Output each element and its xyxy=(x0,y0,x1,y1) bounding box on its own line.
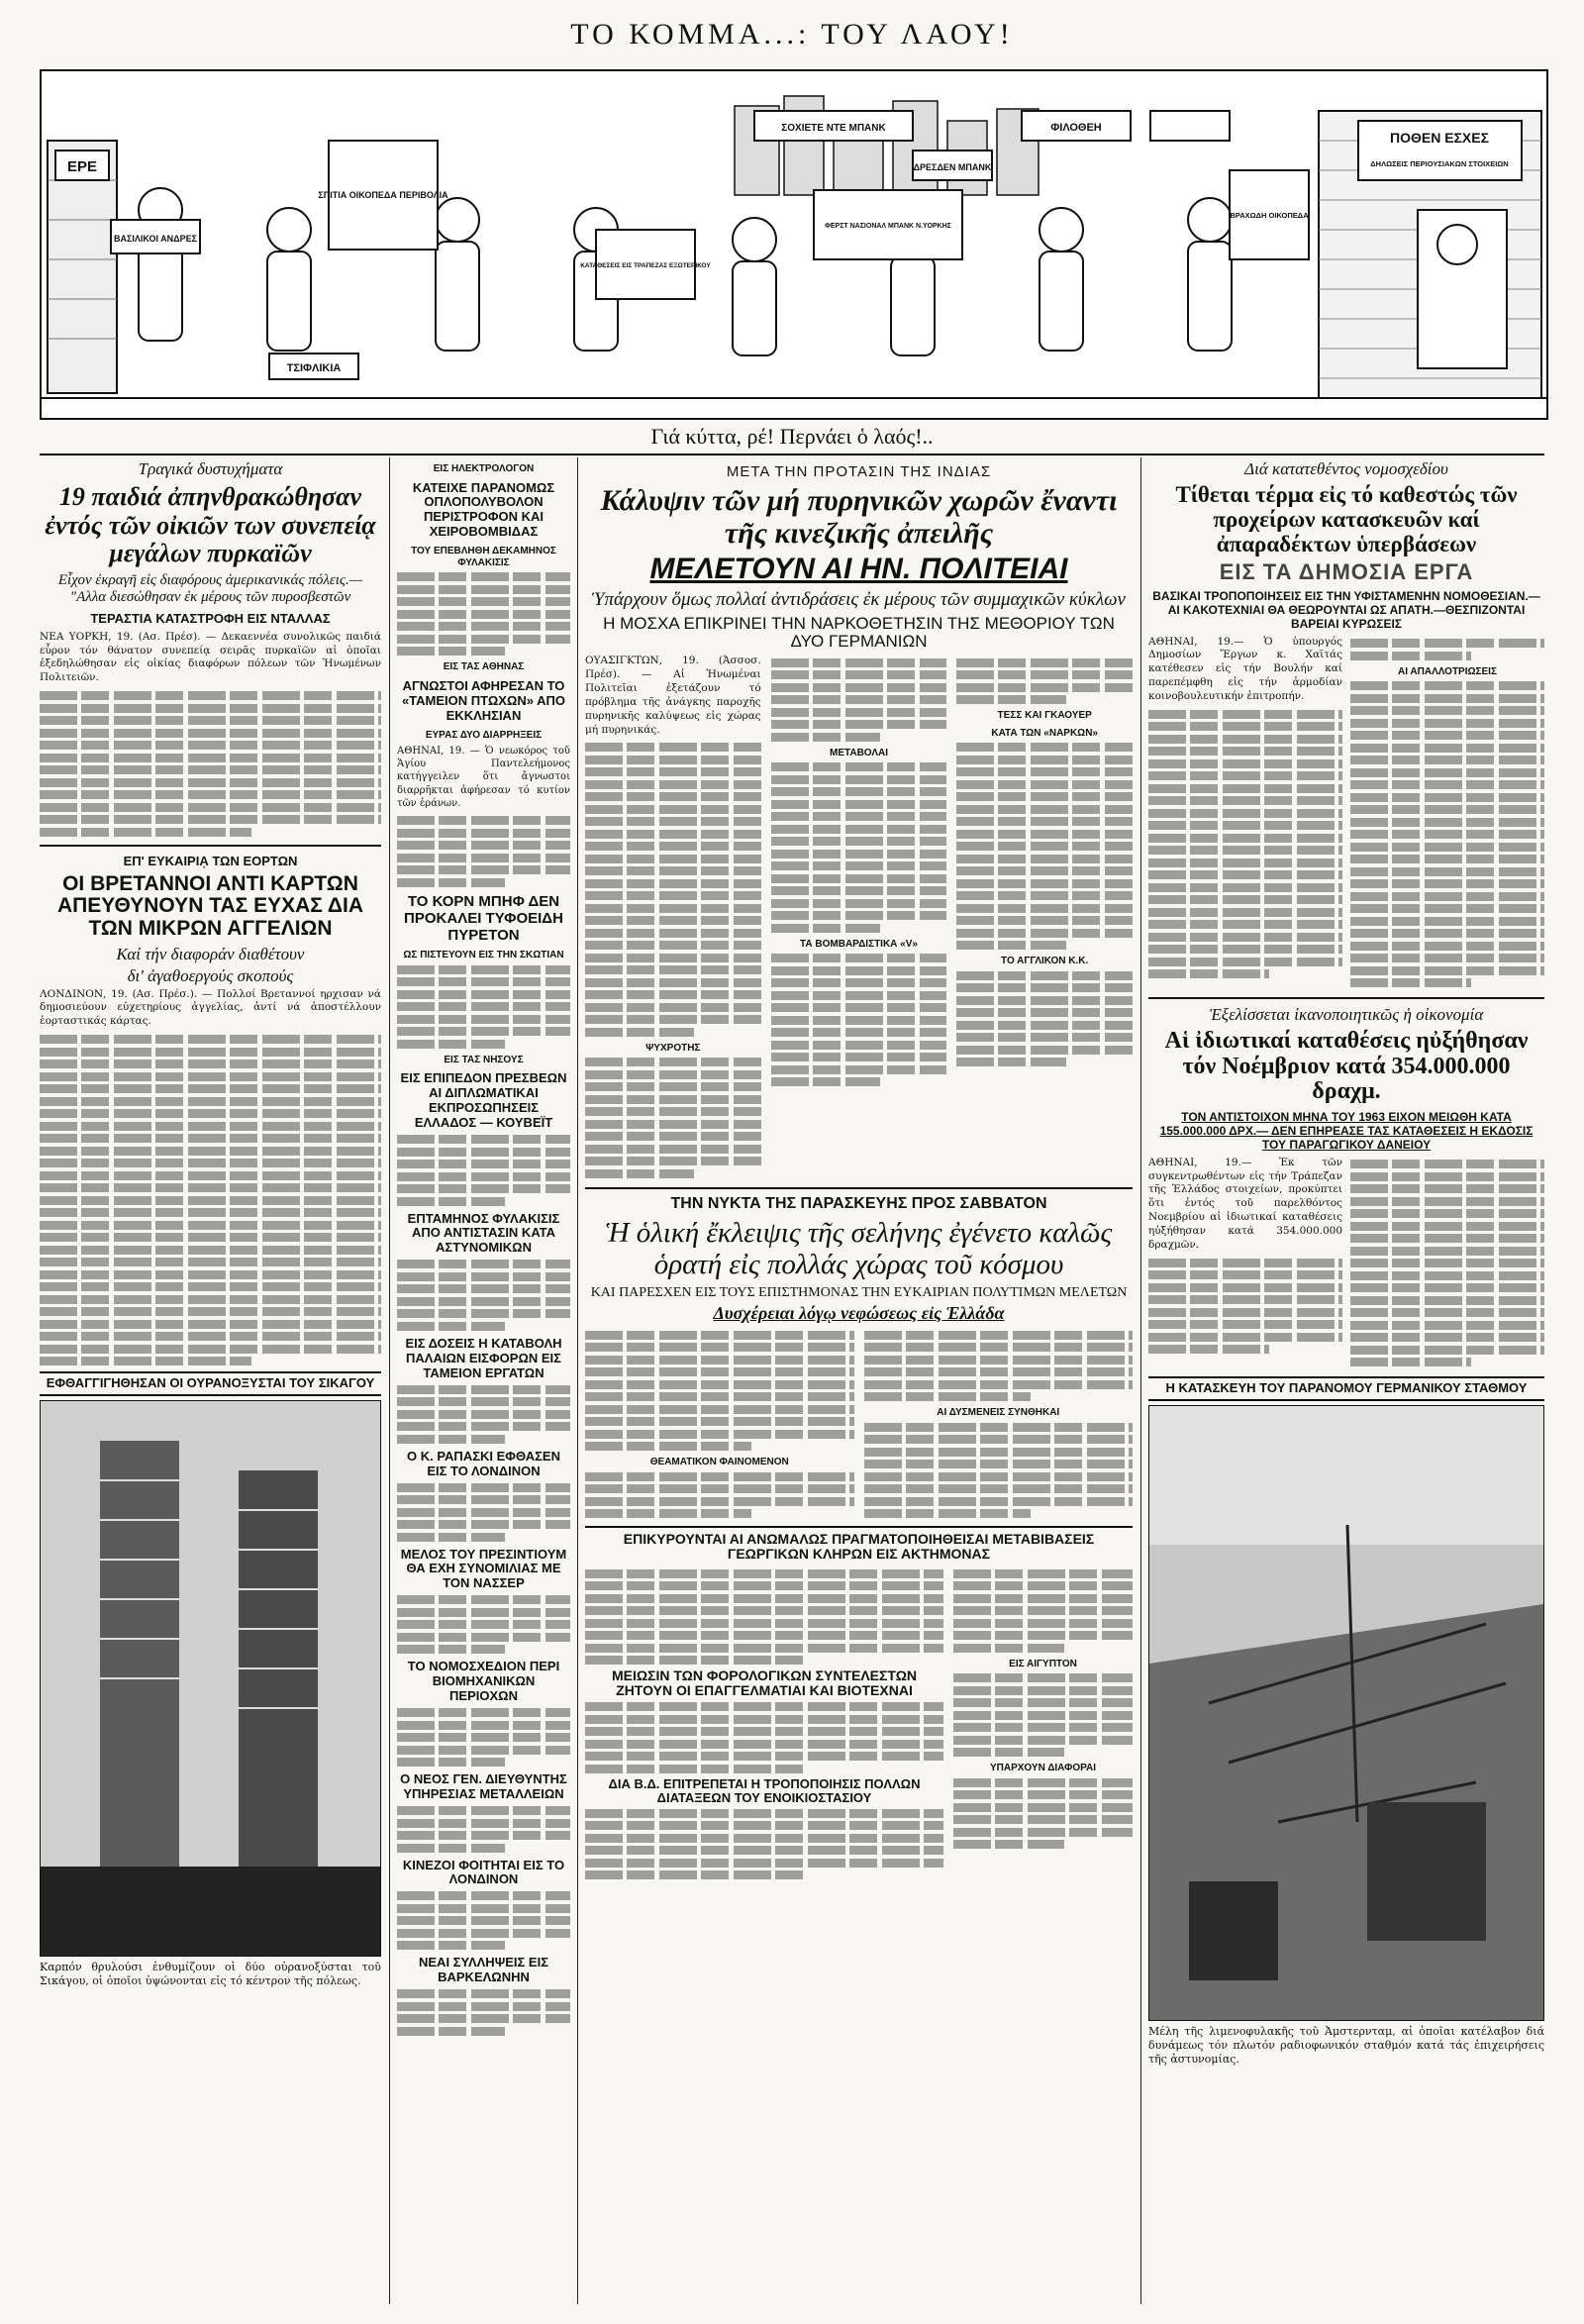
photo-caption: Καρπόν θρυλούσι ἐνθυμίζουν οἱ δύο οὐρανοξύσται τοῦ Σικάγου, οἱ ὁποῖοι ὑψώνονται εἰς τό κέντρον τῆς πόλεως. xyxy=(40,1961,381,1988)
section-title: ΤΕΡΑΣΤΙΑ ΚΑΤΑΣΤΡΟΦΗ ΕΙΣ ΝΤΑΛΛΑΣ xyxy=(90,610,331,626)
headline: Ἡ ὁλική ἔκλειψις τῆς σελήνης ἐγένετο καλῶς ὁρατή εἰς πολλάς χώρας τοῦ κόσμου xyxy=(605,1216,1113,1280)
subhead: Η ΜΟΣΧΑ ΕΠΙΚΡΙΝΕΙ ΤΗΝ ΝΑΡΚΟΘΕΤΗΣΙΝ ΤΗΣ ΜΕΘΟΡΙΟΥ ΤΩΝ ΔΥΟ ΓΕΡΜΑΝΙΩΝ xyxy=(603,613,1115,651)
subhead: ΒΑΣΙΚΑΙ ΤΡΟΠΟΠΟΙΗΣΕΙΣ ΕΙΣ ΤΗΝ ΥΦΙΣΤΑΜΕΝΗΝ ΝΟΜΟΘΕΣΙΑΝ.— ΑΙ ΚΑΚΟΤΕΧΝΙΑΙ ΘΑ ΘΕΩΡΟΥΝΤΑΙ ΩΣ ΑΠΑΤΗ.—ΘΕΣΠΙΖΟΝΤΑΙ ΒΑΡΕΙΑΙ ΚΥΡΩΣΕΙΣ xyxy=(1152,589,1540,631)
subhead: Δυσχέρειαι λόγῳ νεφώσεως εἰς Ἑλλάδα xyxy=(713,1302,1005,1323)
headline: ΜΕΛΕΤΟΥΝ ΑΙ ΗΝ. ΠΟΛΙΤΕΙΑΙ xyxy=(649,553,1068,586)
article-text: ΟΥΑΣΙΓΚΤΩΝ, 19. (Ἀσσοσ. Πρέσ). — Αἱ Ἡνωμέναι Πολιτεῖαι ἐξετάζουν τό πρόβλημα τῆς ἀνάγκης παροχῆς πυρηνικῆς καλύψεως εἰς χώρας μή πυρηνικάς. xyxy=(585,655,761,736)
headline: Τίθεται τέρμα εἰς τό καθεστώς τῶν προχείρων κατασκευῶν καί ἀπαραδέκτων ὑπερβάσεων xyxy=(1175,482,1518,556)
headline: ΕΙΣ ΕΠΙΠΕΔΟΝ ΠΡΕΣΒΕΩΝ ΑΙ ΔΙΠΛΩΜΑΤΙΚΑΙ ΕΚΠΡΟΣΩΠΗΣΕΙΣ ΕΛΛΑΔΟΣ — ΚΟΥΒΕΪΤ xyxy=(400,1070,567,1131)
headline: Αἱ ἰδιωτικαί καταθέσεις ηὐξήθησαν τόν Νοέμβριον κατά 354.000.000 δραχμ. xyxy=(1164,1027,1529,1105)
kicker: ΕΙΣ ΗΛΕΚΤΡΟΛΟΓΟΝ xyxy=(433,463,535,474)
article-text: ΑΘΗΝΑΙ, 19.— Ὁ ὑπουργός Δημοσίων Ἔργων κ. Χαϊτάς κατέθεσεν εἰς τήν Βουλήν καί παρεπέμφθη εἰς τήν ἁρμοδίαν κοινοβουλευτικήν ἐπιτροπήν. xyxy=(1148,635,1342,703)
headline: 19 παιδιά ἀπηνθρακώθησαν ἐντός τῶν οἰκιῶν των συνεπείᾳ μεγάλων πυρκαϊῶν xyxy=(45,482,376,568)
photo-caption: Μέλη τῆς λιμενοφυλακῆς τοῦ Ἀμστερνταμ, αἱ ὁποῖαι κατέλαβον διά δυνάμεως τόν πλωτόν ραδιοφωνικόν σταθμόν κατά τάς ἐπιχειρήσεις τῆς ἀστυνομίας. xyxy=(1148,2024,1544,2067)
subhead: Ὑπάρχουν ὅμως πολλαί ἀντιδράσεις ἐκ μέρους τῶν συμμαχικῶν κύκλων xyxy=(592,588,1126,610)
kicker: ΕΠ' ΕΥΚΑΙΡΙᾼ ΤΩΝ ΕΟΡΤΩΝ xyxy=(123,853,298,868)
article-text: ΛΟΝΔΙΝΟΝ, 19. (Ασ. Πρέσ.). — Πολλοί Βρεταννοί ηρχισαν νά δημοσιεύουν εὐχετηρίους ἀγγελίας, ἀντί νά ἀποστέλλουν ἑορταστικάς κάρτας. xyxy=(40,987,381,1028)
headline: ΔΙΑ Β.Δ. ΕΠΙΤΡΕΠΕΤΑΙ Η ΤΡΟΠΟΠΟΙΗΣΙΣ ΠΟΛΛΩΝ ΔΙΑΤΑΞΕΩΝ ΤΟΥ ΕΝΟΙΚΙΟΣΤΑΣΙΟΥ xyxy=(608,1775,921,1805)
kicker: Τραγικά δυστυχήματα xyxy=(138,459,283,478)
kicker: Ἐξελίσσεται ἱκανοποιητικῶς ἡ οἰκονομία xyxy=(1209,1004,1484,1024)
article-text: ΝΕΑ ΥΟΡΚΗ, 19. (Ασ. Πρέσ). — Δεκαεννέα συνολικῶς παιδιά εὗρον τόν θάνατον συνεπείᾳ σειρᾶς πυρκαϊῶν αἱ ὁποῖαι ἐξεδηλώθησαν εἰς οἰκίας διαφόρων πόλεων τῶν Ἡνωμένων Πολιτειῶν. xyxy=(40,630,381,684)
cartoon-label: ΣΠΙΤΙΑ ΟΙΚΟΠΕΔΑ ΠΕΡΙΒΟΛΙΑ xyxy=(318,190,448,200)
radio-station-photo xyxy=(1148,1405,1544,2021)
headline: Ο ΝΕΟΣ ΓΕΝ. ΔΙΕΥΘΥΝΤΗΣ ΥΠΗΡΕΣΙΑΣ ΜΕΤΑΛΛΕΙΩΝ xyxy=(400,1771,567,1802)
cartoon-label: ΒΡΑΧΩΔΗ ΟΙΚΟΠΕΔΑ xyxy=(1230,211,1309,220)
headline: ΚΙΝΕΖΟΙ ΦΟΙΤΗΤΑΙ ΕΙΣ ΤΟ ΛΟΝΔΙΝΟΝ xyxy=(402,1857,565,1887)
skyscraper-photo xyxy=(40,1400,381,1957)
section-title: ΤΕΣΣ ΚΑΙ ΓΚΑΟΥΕΡ xyxy=(997,710,1092,722)
section-title: ΑΙ ΔΥΣΜΕΝΕΙΣ ΣΥΝΘΗΚΑΙ xyxy=(937,1407,1060,1419)
cartoon-label: ΔΡΕΣΔΕΝ ΜΠΑΝΚ xyxy=(913,162,992,172)
radio-station-drawing xyxy=(1149,1406,1543,2020)
section-title: ΕΙΣ ΑΙΓΥΠΤΟΝ xyxy=(1009,1658,1077,1669)
cartoon-label: ΤΣΙΦΛΙΚΙΑ xyxy=(286,362,342,374)
top-rule xyxy=(40,454,1544,455)
section-title: ΥΠΑΡΧΟΥΝ ΔΙΑΦΟΡΑΙ xyxy=(989,1763,1097,1774)
column-3 xyxy=(585,457,1133,2304)
cartoon-drawing xyxy=(42,71,1546,418)
section-title: ΜΕΤΑΒΟΛΑΙ xyxy=(830,747,888,758)
political-cartoon xyxy=(40,69,1548,420)
column-divider xyxy=(389,457,390,2304)
cartoon-caption: Γιά κύττα, ρέ! Περνάει ὁ λαός!.. xyxy=(650,424,934,449)
kicker: Διά κατατεθέντος νομοσχεδίου xyxy=(1244,459,1448,478)
headline: ΕΙΣ ΤΑ ΔΗΜΟΣΙΑ ΕΡΓΑ xyxy=(1219,559,1474,585)
photo-title: Η ΚΑΤΑΣΚΕΥΗ ΤΟΥ ΠΑΡΑΝΟΜΟΥ ΓΕΡΜΑΝΙΚΟΥ ΣΤΑΘΜΟΥ xyxy=(1148,1376,1544,1401)
kicker: ΕΙΣ ΤΑΣ ΝΗΣΟΥΣ xyxy=(444,1054,524,1065)
column-divider xyxy=(577,457,578,2304)
column-1 xyxy=(40,457,381,2304)
skyscraper-drawing xyxy=(41,1401,380,1956)
headline: ΕΠΤΑΜΗΝΟΣ ΦΥΛΑΚΙΣΙΣ ΑΠΟ ΑΝΤΙΣΤΑΣΙΝ ΚΑΤΑ ΑΣΤΥΝΟΜΙΚΩΝ xyxy=(407,1210,560,1256)
column-4 xyxy=(1148,457,1544,2304)
subhead: δι' ἀγαθοεργούς σκοπούς xyxy=(127,965,294,985)
subhead: Εἶχον ἐκραγῆ εἰς διαφόρους ἀμερικανικάς πόλεις.— "Αλλα διεσώθησαν ἐκ μέρους τῶν πυροσβεστῶν xyxy=(57,571,363,605)
subhead: ΩΣ ΠΙΣΤΕΥΟΥΝ ΕΙΣ ΤΗΝ ΣΚΩΤΙΑΝ xyxy=(403,950,564,961)
subhead: Καί τήν διαφοράν διαθέτουν xyxy=(116,944,305,963)
subhead: ΤΟΥ ΕΠΕΒΛΗΘΗ ΔΕΚΑΜΗΝΟΣ ΦΥΛΑΚΙΣΙΣ xyxy=(411,546,556,568)
kicker: ΜΕΤΑ ΤΗΝ ΠΡΟΤΑΣΙΝ ΤΗΣ ΙΝΔΙΑΣ xyxy=(726,463,992,480)
cartoon-label: ΦΙΛΟΘΕΗ xyxy=(1050,122,1102,134)
section-title: ΘΕΑΜΑΤΙΚΟΝ ΦΑΙΝΟΜΕΝΟΝ xyxy=(649,1457,789,1468)
column-2 xyxy=(397,457,570,2304)
headline: ΜΕΙΩΣΙΝ ΤΩΝ ΦΟΡΟΛΟΓΙΚΩΝ ΣΥΝΤΕΛΕΣΤΩΝ ΖΗΤΟΥΝ ΟΙ ΕΠΑΓΓΕΛΜΑΤΙΑΙ ΚΑΙ ΒΙΟΤΕΧΝΑΙ xyxy=(611,1667,918,1699)
headline: Ο Κ. ΡΑΠΑΣΚΙ ΕΦΘΑΣΕΝ ΕΙΣ ΤΟ ΛΟΝΔΙΝΟΝ xyxy=(407,1448,560,1478)
cartoon-label: ΒΑΣΙΛΙΚΟΙ ΑΝΔΡΕΣ xyxy=(113,234,198,244)
column-divider xyxy=(1140,457,1141,2304)
cartoon-label: ΔΗΛΩΣΕΙΣ ΠΕΡΙΟΥΣΙΑΚΩΝ ΣΤΟΙΧΕΙΩΝ xyxy=(1370,159,1509,168)
article-text: ΑΘΗΝΑΙ, 19.— Ἐκ τῶν συγκεντρωθέντων εἰς τήν Τράπεζαν τῆς Ἑλλάδος στοιχείων, προκύπτει ὅτι ἐντός τοῦ παρελθόντος Νοεμβρίου αἱ ἰδιωτικαί καταθέσεις ηὐξήθησαν κατά 354.000.000 δραχμῶν. xyxy=(1148,1156,1342,1251)
headline: ΝΕΑΙ ΣΥΛΛΗΨΕΙΣ ΕΙΣ ΒΑΡΚΕΛΩΝΗΝ xyxy=(419,1955,548,1985)
section-title: ΤΑ ΒΟΜΒΑΡΔΙΣΤΙΚΑ «V» xyxy=(800,938,918,950)
headline: Κάλυψιν τῶν μή πυρηνικῶν χωρῶν ἔναντι τῆς κινεζικῆς ἀπειλῆς xyxy=(600,484,1118,551)
photo-title: ΕΦΘΑΓΓΙΓΗΘΗΣΑΝ ΟΙ ΟΥΡΑΝΟΞΥΣΤΑΙ ΤΟΥ ΣΙΚΑΓΟΥ xyxy=(40,1371,381,1396)
section-title: ΑΙ ΑΠΑΛΛΟΤΡΙΩΣΕΙΣ xyxy=(1398,665,1497,677)
cartoon-label: ΠΟΘΕΝ ΕΣΧΕΣ xyxy=(1389,130,1490,146)
masthead-title: ΤΟ ΚΟΜΜΑ...: ΤΟΥ ΛΑΟΥ! xyxy=(570,18,1014,51)
section-title: ΨΥΧΡΟΤΗΣ xyxy=(645,1042,701,1054)
kicker: ΤΗΝ ΝΥΚΤΑ ΤΗΣ ΠΑΡΑΣΚΕΥΗΣ ΠΡΟΣ ΣΑΒΒΑΤΟΝ xyxy=(670,1195,1047,1213)
headline: ΤΟ ΚΟΡΝ ΜΠΗΦ ΔΕΝ ΠΡΟΚΑΛΕΙ ΤΥΦΟΕΙΔΗ ΠΥΡΕΤΟΝ xyxy=(404,892,563,944)
subhead: ΚΑΙ ΠΑΡΕΣΧΕΝ ΕΙΣ ΤΟΥΣ ΕΠΙΣΤΗΜΟΝΑΣ ΤΗΝ ΕΥΚΑΙΡΙΑΝ ΠΟΛΥΤΙΜΩΝ ΜΕΛΕΤΩΝ xyxy=(590,1284,1128,1300)
cartoon-label: ΚΑΤΑΘΕΣΕΙΣ ΕΙΣ ΤΡΑΠΕΖΑΣ ΕΞΩΤΕΡΙΚΟΥ xyxy=(580,262,711,269)
headline: ΟΙ ΒΡΕΤΑΝΝΟΙ ΑΝΤΙ ΚΑΡΤΩΝ ΑΠΕΥΘΥΝΟΥΝ ΤΑΣ ΕΥΧΑΣ ΔΙΑ ΤΩΝ ΜΙΚΡΩΝ ΑΓΓΕΛΙΩΝ xyxy=(56,871,364,940)
headline: ΕΠΙΚΥΡΟΥΝΤΑΙ ΑΙ ΑΝΩΜΑΛΩΣ ΠΡΑΓΜΑΤΟΠΟΙΗΘΕΙΣΑΙ ΜΕΤΑΒΙΒΑΣΕΙΣ ΓΕΩΡΓΙΚΩΝ ΚΛΗΡΩΝ ΕΙΣ ΑΚΤΗΜΟΝΑΣ xyxy=(585,1526,1133,1562)
kicker: ΕΙΣ ΤΑΣ ΑΘΗΝΑΣ xyxy=(443,661,525,673)
article-text: ΑΘΗΝΑΙ, 19. — Ὁ νεωκόρος τοῦ Ἁγίου Παντελεήμονος κατήγγειλεν ὅτι ἄγνωστοι διαρρῆκται ἀφήρεσαν τό κυτίον τῶν ἐράνων. xyxy=(397,746,570,809)
subhead: ΕΥΡΑΣ ΔΥΟ ΔΙΑΡΡΗΞΕΙΣ xyxy=(425,729,543,741)
headline: ΑΓΝΩΣΤΟΙ ΑΦΗΡΕΣΑΝ ΤΟ «ΤΑΜΕΙΟΝ ΠΤΩΧΩΝ» ΑΠΟ ΕΚΚΛΗΣΙΑΝ xyxy=(401,677,566,723)
cartoon-label: ΣΟΧΙΕΤΕ ΝΤΕ ΜΠΑΝΚ xyxy=(781,123,886,134)
section-title: ΚΑΤΑ ΤΩΝ «ΝΑΡΚΩΝ» xyxy=(991,727,1098,739)
headline: ΚΑΤΕΙΧΕ ΠΑΡΑΝΟΜΩΣ ΟΠΛΟΠΟΛΥΒΟΛΟΝ ΠΕΡΙΣΤΡΟΦΟΝ ΚΑΙ ΧΕΙΡΟΒΟΜΒΙΔΑΣ xyxy=(412,479,555,540)
headline: ΤΟ ΝΟΜΟΣΧΕΔΙΟΝ ΠΕΡΙ ΒΙΟΜΗΧΑΝΙΚΩΝ ΠΕΡΙΟΧΩΝ xyxy=(407,1659,560,1704)
headline: ΜΕΛΟΣ ΤΟΥ ΠΡΕΣΙΝΤΙΟΥΜ ΘΑ ΕΧΗ ΣΥΝΟΜΙΛΙΑΣ ΜΕ ΤΟΝ ΝΑΣΣΕΡ xyxy=(400,1546,567,1591)
subhead: ΤΟΝ ΑΝΤΙΣΤΟΙΧΟΝ ΜΗΝΑ ΤΟΥ 1963 ΕΙΧΟΝ ΜΕΙΩΘΗ ΚΑΤΑ 155.000.000 ΔΡΧ.— ΔΕΝ ΕΠΗΡΕΑΣΕ ΤΑΣ ΚΑΤΑΘΕΣΕΙΣ Η ΕΚΔΟΣΙΣ ΤΟΥ ΠΑΡΑΓΩΓΙΚΟΥ ΔΑΝΕΙΟΥ xyxy=(1159,1110,1534,1152)
headline: ΕΙΣ ΔΟΣΕΙΣ Η ΚΑΤΑΒΟΛΗ ΠΑΛΑΙΩΝ ΕΙΣΦΟΡΩΝ ΕΙΣ ΤΑΜΕΙΟΝ ΕΡΓΑΤΩΝ xyxy=(405,1335,562,1380)
section-title: ΤΟ ΑΓΓΛΙΚΟΝ Κ.Κ. xyxy=(1001,956,1089,967)
cartoon-label: ΦΕΡΣΤ ΝΑΣΙΟΝΑΛ ΜΠΑΝΚ Ν.ΥΟΡΚΗΣ xyxy=(825,223,951,230)
cartoon-label: ΕΡΕ xyxy=(66,158,98,175)
